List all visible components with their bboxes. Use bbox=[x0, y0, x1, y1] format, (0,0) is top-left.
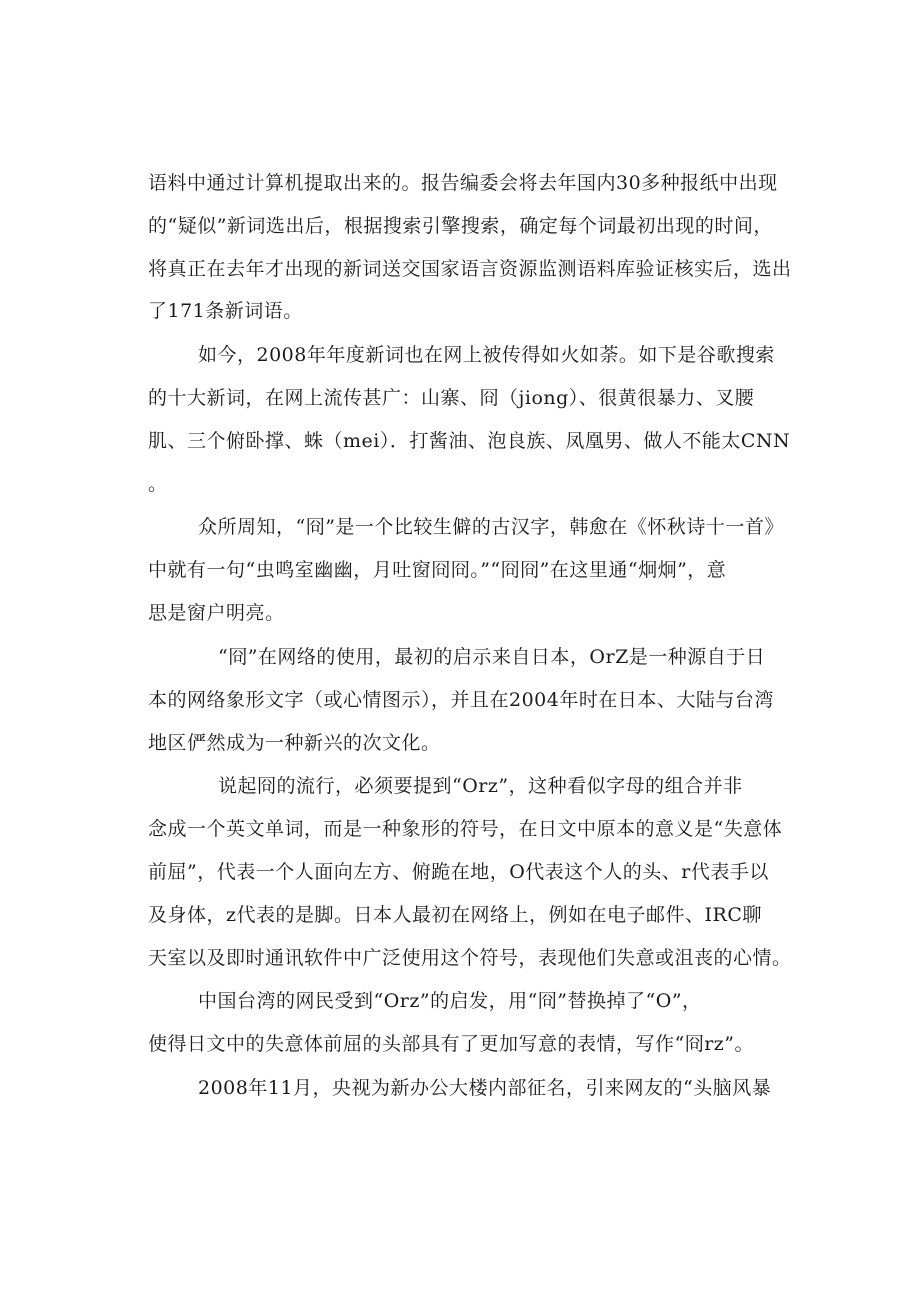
text-line: 2008年11月，央视为新办公大楼内部征名，引来网友的“头脑风暴 bbox=[198, 1077, 772, 1099]
text-line: 如今，2008年年度新词也在网上被传得如火如荼。如下是谷歌搜索 bbox=[198, 344, 775, 366]
text-line: 使得日文中的失意体前屈的头部具有了更加写意的表情，写作“冏rz”。 bbox=[148, 1033, 755, 1055]
text-line: 中国台湾的网民受到“Orz”的启发，用“冏”替换掉了“O”， bbox=[198, 990, 702, 1012]
text-line: 天室以及即时通讯软件中广泛使用这个符号，表现他们失意或沮丧的心情。 bbox=[148, 947, 792, 969]
text-line: 的“疑似”新词选出后，根据搜索引擎搜索，确定每个词最初出现的时间， bbox=[148, 215, 773, 237]
text-line: 肌、三个俯卧撑、蛛（mei）．打酱油、泡良族、凤凰男、做人不能太CNN bbox=[148, 430, 791, 452]
text-line: 本的网络象形文字（或心情图示），并且在2004年时在日本、大陆与台湾 bbox=[148, 689, 774, 711]
text-line: 念成一个英文单词，而是一种象形的符号，在日文中原本的意义是“失意体 bbox=[148, 818, 783, 840]
text-line: 众所周知，“冏”是一个比较生僻的古汉字，韩愈在《怀秋诗十一首》 bbox=[198, 516, 784, 538]
text-line: 说起冏的流行，必须要提到“Orz”，这种看似字母的组合并非 bbox=[218, 775, 743, 797]
text-line: 语料中通过计算机提取出来的。报告编委会将去年国内30多种报纸中出现 bbox=[148, 172, 778, 194]
text-line: 及身体，z代表的是脚。日本人最初在网络上，例如在电子邮件、IRC聊 bbox=[148, 904, 762, 926]
text-line: 将真正在去年才出现的新词送交国家语言资源监测语料库验证核实后，选出 bbox=[148, 258, 792, 280]
text-line: “冏”在网络的使用，最初的启示来自日本，OrZ是一种源自于日 bbox=[218, 646, 766, 668]
text-line: 思是窗户明亮。 bbox=[148, 602, 285, 624]
text-line: 。 bbox=[148, 473, 168, 495]
text-line: 了171条新词语。 bbox=[148, 300, 303, 322]
text-line: 前屈”，代表一个人面向左方、俯跪在地，O代表这个人的头、r代表手以 bbox=[148, 861, 769, 883]
text-line: 的十大新词，在网上流传甚广：山寨、冏（jiong）、很黄很暴力、叉腰 bbox=[148, 387, 755, 409]
text-line: 地区俨然成为一种新兴的次文化。 bbox=[148, 732, 441, 754]
text-line: 中就有一句“虫鸣室幽幽，月吐窗冏冏。”“冏冏”在这里通“炯炯”，意 bbox=[148, 559, 727, 581]
